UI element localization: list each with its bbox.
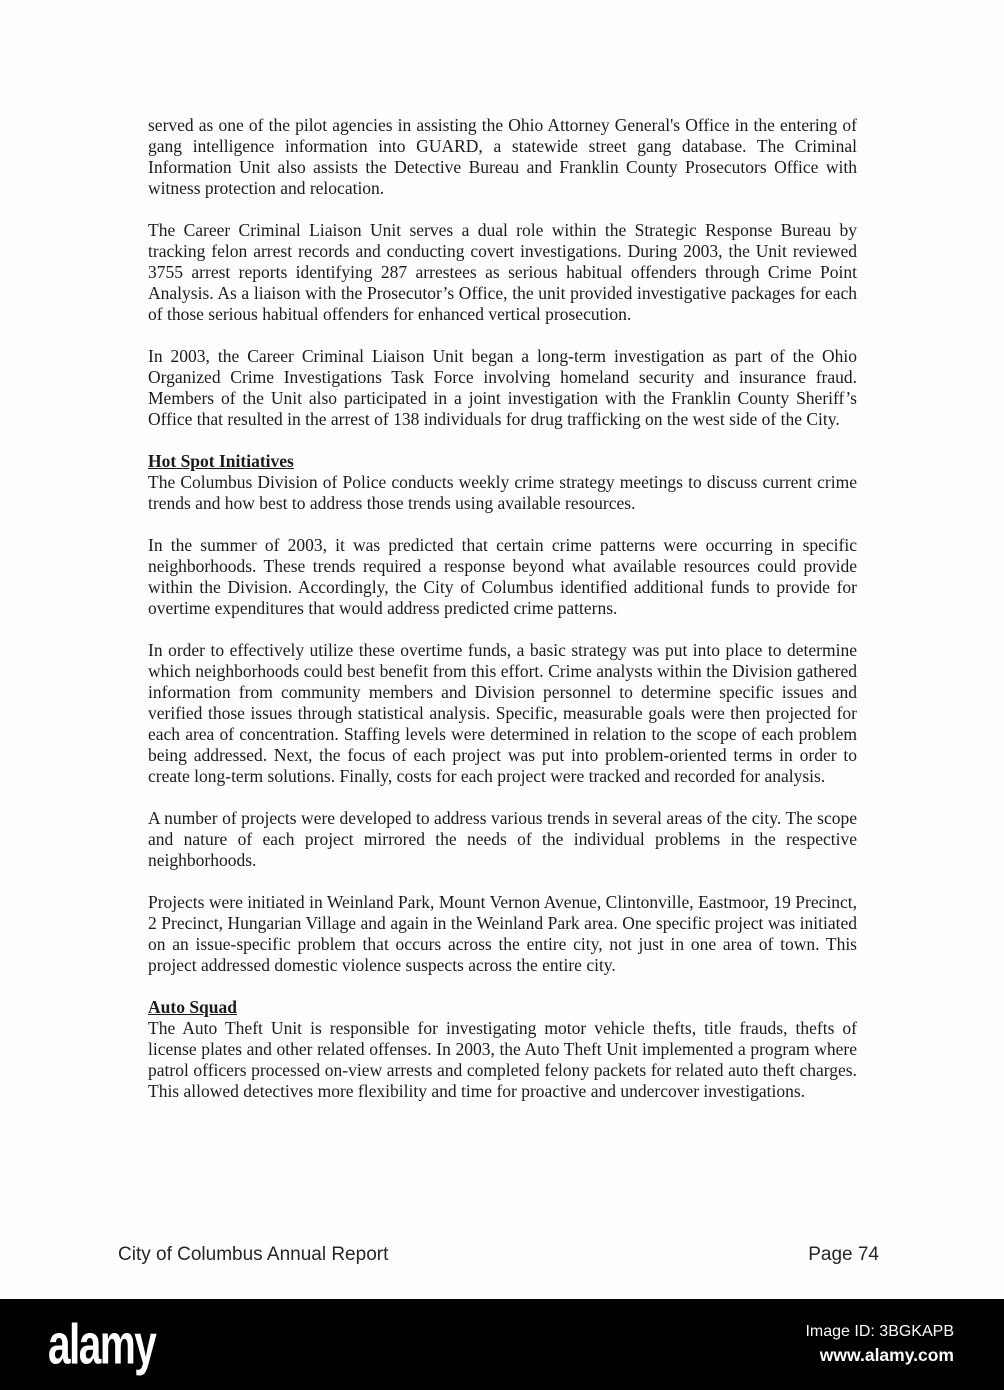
footer-page-number: Page 74 xyxy=(808,1244,879,1265)
document-body xyxy=(148,115,857,1102)
paragraph-overtime-funds-strategy: In order to effectively utilize these overtime funds, a basic strategy was put into place to determine which neighborhoods could best benefit from this effort. Crime analysts within the Division gathered information from community members and Division personnel to determine specific issues and verified those issues through statistical analysis. Specific, measurable goals were then projected for each area of concentration. Staffing levels were determined in relation to the scope of each problem being addressed. Next, the focus of each project was put into problem-oriented terms in order to create long-term solutions. Finally, costs for each project were tracked and recorded for analysis. xyxy=(148,640,857,786)
watermark-bar xyxy=(0,1299,1004,1390)
paragraph-auto-theft-unit: The Auto Theft Unit is responsible for investigating motor vehicle thefts, title frauds, thefts of license plates and other related offenses. In 2003, the Auto Theft Unit implemented a program where patrol officers processed on-view arrests and completed felony packets for related auto theft charges. This allowed detectives more flexibility and time for proactive and undercover investigations. xyxy=(148,1018,857,1101)
paragraph-organized-crime-task-force: In 2003, the Career Criminal Liaison Unit began a long-term investigation as part of the Ohio Organized Crime Investigations Task Force involving homeland security and insurance fraud. Members of the Unit also participated in a joint investigation with the Franklin County Sheriff’s Office that resulted in the arrest of 138 individuals for drug trafficking on the west side of the City. xyxy=(148,346,857,429)
image-id-label: Image ID: 3BGKAPB xyxy=(805,1323,954,1341)
paragraph-summer-2003-prediction: In the summer of 2003, it was predicted that certain crime patterns were occurring in specific neighborhoods. These trends required a response beyond what available resources could provide within the Division. Accordingly, the City of Columbus identified additional funds to provide for overtime expenditures that would address predicted crime patterns. xyxy=(148,535,857,618)
heading-hot-spot-initiatives: Hot Spot Initiatives xyxy=(148,451,294,471)
paragraph-projects-initiated-areas: Projects were initiated in Weinland Park, Mount Vernon Avenue, Clintonville, Eastmoor, 19 Precinct, 2 Precinct, Hungarian Village and again in the Weinland Park area. One specific project was initiated on an issue-specific problem that occurs across the entire city, not just in one area of town. This project addressed domestic violence suspects across the entire city. xyxy=(148,892,857,975)
paragraph-career-criminal-liaison-unit: The Career Criminal Liaison Unit serves a dual role within the Strategic Response Bureau by tracking felon arrest records and conducting covert investigations. During 2003, the Unit reviewed 3755 arrest reports identifying 287 arrestees as serious habitual offenders through Crime Point Analysis. As a liaison with the Prosecutor’s Office, the unit provided investigative packages for each of those serious habitual offenders for enhanced vertical prosecution. xyxy=(148,220,857,324)
paragraph-projects-developed: A number of projects were developed to address various trends in several areas of the city. The scope and nature of each project mirrored the needs of the individual problems in the respective neighborhoods. xyxy=(148,808,857,870)
watermark-meta xyxy=(805,1324,954,1365)
heading-auto-squad: Auto Squad xyxy=(148,997,238,1017)
alamy-url: www.alamy.com xyxy=(819,1345,954,1366)
alamy-logo: alamy xyxy=(48,1313,156,1376)
paragraph-criminal-information-unit: served as one of the pilot agencies in assisting the Ohio Attorney General's Office in the entering of gang intelligence information into GUARD, a statewide street gang database. The Criminal Information Unit also assists the Detective Bureau and Franklin County Prosecutors Office with witness protection and relocation. xyxy=(148,115,857,198)
paragraph-crime-strategy-meetings: The Columbus Division of Police conducts weekly crime strategy meetings to discuss current crime trends and how best to address those trends using available resources. xyxy=(148,472,857,513)
footer-report-title: City of Columbus Annual Report xyxy=(118,1244,389,1265)
page-footer xyxy=(0,1244,1004,1270)
